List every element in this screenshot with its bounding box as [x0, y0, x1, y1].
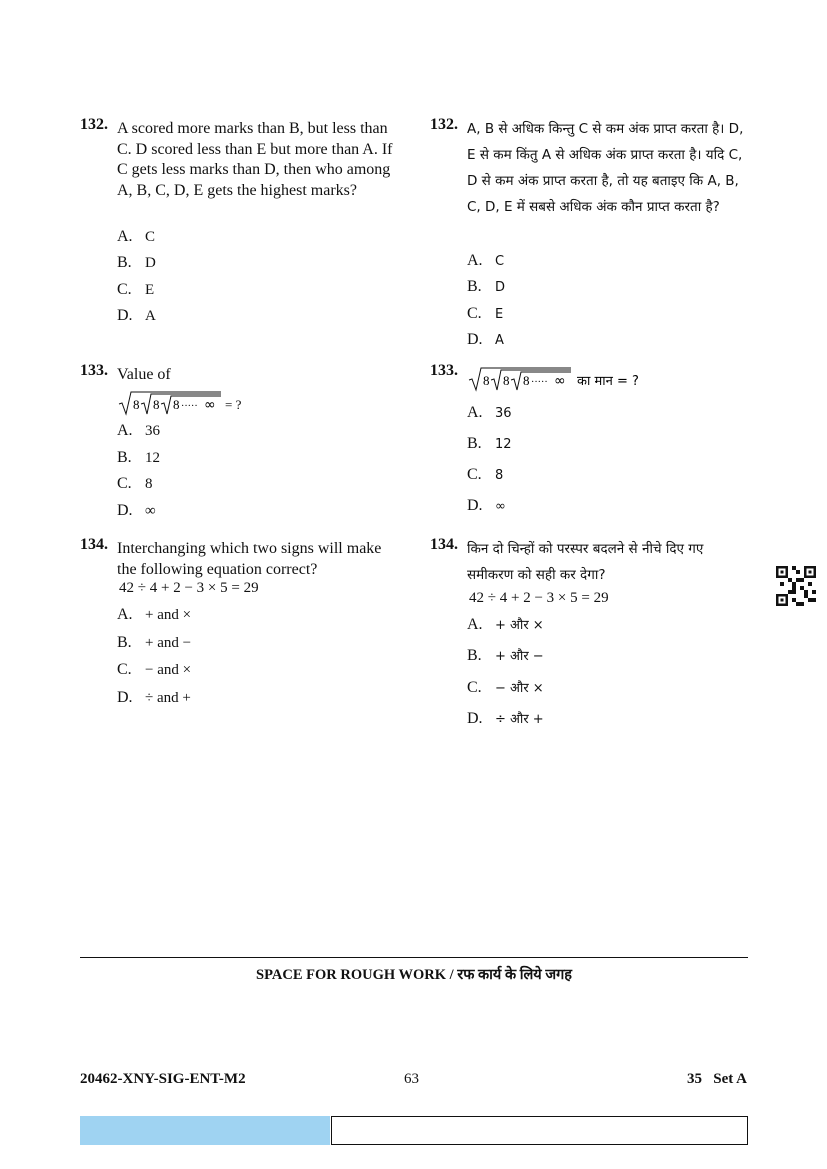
option-d: D. ÷ and +	[117, 689, 191, 706]
option-d: D. ∞	[117, 502, 156, 519]
qr-code-icon	[776, 566, 816, 606]
option-d: D. ÷ और +	[467, 710, 544, 727]
svg-text:8: 8	[483, 373, 490, 388]
svg-text:∞: ∞	[554, 373, 566, 389]
svg-text:∞: ∞	[204, 397, 216, 413]
footer-empty-box	[331, 1116, 748, 1145]
set-label: 35 Set A	[687, 1071, 747, 1087]
option-b: B. + और −	[467, 647, 544, 664]
svg-text:·····: ·····	[181, 401, 198, 412]
option-c: C. − और ×	[467, 679, 544, 696]
svg-text:8: 8	[503, 373, 510, 388]
option-c: C. 8	[117, 475, 153, 492]
option-b: B. D	[467, 278, 506, 295]
option-d: D. A	[117, 307, 156, 324]
option-b: B. 12	[467, 435, 512, 452]
question-text: A, B से अधिक किन्तु C से कम अंक प्राप्त करता है। D, E से कम किंतु A से अधिक अंक प्राप्त करता है। यदि C, D से कम अंक प्राप्त करता है, तो यह बताइए कि A, B, C, D, E में सबसे अधिक अंक कौन प्राप्त करता है?	[467, 121, 744, 215]
option-a: A. + and ×	[117, 606, 192, 623]
question-number: 133.	[80, 362, 108, 379]
option-b: B. + and −	[117, 634, 192, 651]
svg-text:8: 8	[523, 373, 530, 388]
nested-radical-icon	[117, 390, 252, 416]
option-b: B. 12	[117, 449, 160, 466]
question-text: किन दो चिन्हों को परस्पर बदलने से नीचे दिए गए समीकरण को सही कर देगा?	[467, 541, 704, 583]
svg-text:= ?: = ?	[225, 397, 242, 412]
option-a: A. + और ×	[467, 616, 544, 633]
svg-text:8: 8	[133, 397, 140, 412]
nested-radical-expression	[467, 366, 667, 392]
option-d: D. ∞	[467, 497, 506, 514]
question-number: 132.	[430, 116, 458, 133]
option-d: D. A	[467, 331, 504, 348]
question-text: Interchanging which two signs will make the following equation correct?	[117, 540, 382, 578]
svg-text:का मान = ?: का मान = ?	[577, 374, 639, 389]
question-text: Value of	[117, 366, 171, 383]
svg-text:8: 8	[153, 397, 160, 412]
question-text: A scored more marks than B, but less than C. D scored less than E but more than A. If C gets less marks than D, then who among A, B, C, D, E gets the highest marks?	[117, 120, 393, 199]
equation: 42 ÷ 4 + 2 − 3 × 5 = 29	[469, 590, 609, 606]
option-c: C. 8	[467, 466, 504, 483]
equation: 42 ÷ 4 + 2 − 3 × 5 = 29	[119, 580, 259, 596]
option-c: C. E	[117, 281, 155, 298]
option-c: C. E	[467, 305, 504, 322]
question-number: 133.	[430, 362, 458, 379]
page-number: 63	[404, 1071, 419, 1087]
option-b: B. D	[117, 254, 156, 271]
question-number: 134.	[430, 536, 458, 553]
nested-radical-icon	[467, 366, 667, 392]
nested-radical-expression	[117, 390, 252, 416]
svg-text:8: 8	[173, 397, 180, 412]
question-number: 134.	[80, 536, 108, 553]
rough-work-heading: SPACE FOR ROUGH WORK / रफ कार्य के लिये जगह	[256, 967, 572, 983]
footer-color-bar	[80, 1116, 330, 1145]
svg-text:·····: ·····	[531, 377, 548, 388]
option-a: A. 36	[467, 404, 512, 421]
booklet-code: 20462-XNY-SIG-ENT-M2	[80, 1071, 246, 1087]
question-number: 132.	[80, 116, 108, 133]
rough-work-divider	[80, 957, 748, 958]
option-a: A. C	[117, 228, 156, 245]
option-c: C. − and ×	[117, 661, 192, 678]
option-a: A. 36	[117, 422, 160, 439]
option-a: A. C	[467, 252, 505, 269]
